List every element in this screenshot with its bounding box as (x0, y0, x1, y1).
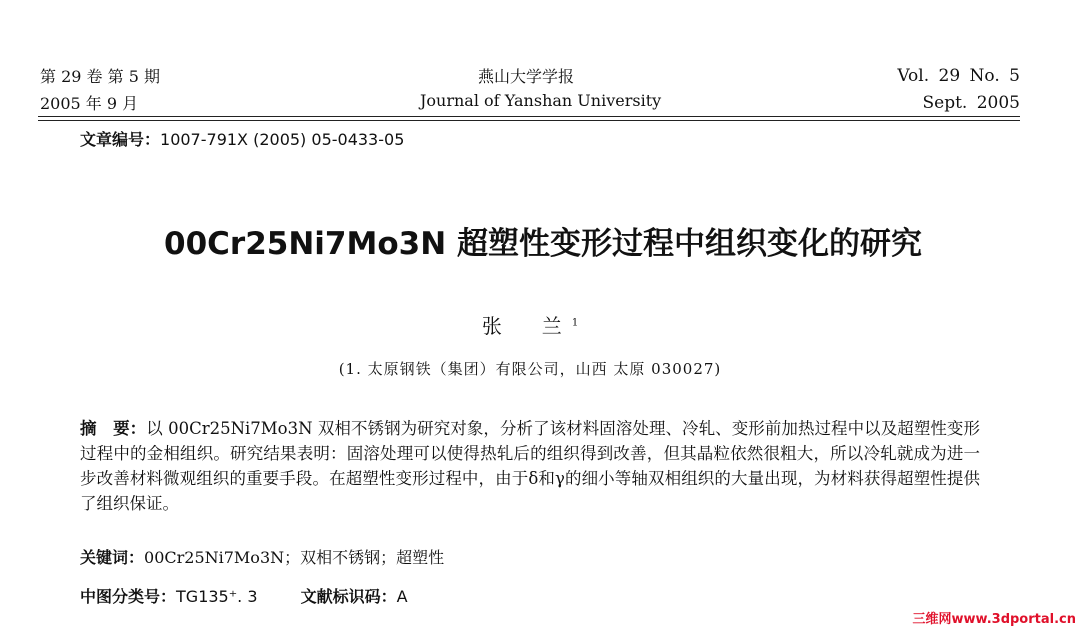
journal-volume-en: Vol. 29 No. 5 (897, 66, 1020, 86)
keywords-text: 00Cr25Ni7Mo3N；双相不锈钢；超塑性 (144, 548, 445, 567)
header-rule-top (38, 116, 1020, 117)
article-number (80, 127, 404, 150)
header-rule-bottom (38, 120, 1020, 121)
journal-volume-issue: 第 29 卷 第 5 期 (40, 67, 160, 86)
document-code-value: A (396, 587, 408, 606)
author-affiliation-mark: 1 (571, 317, 579, 329)
abstract (80, 416, 980, 516)
author-affiliation: (1. 太原钢铁（集团）有限公司，山西 太原 030027) (338, 360, 722, 378)
site-watermark: 三维网www.3dportal.cn (912, 612, 1076, 627)
abstract-label: 摘 要： (80, 419, 147, 438)
journal-date-en: Sept. 2005 (922, 93, 1020, 113)
classification-label: 中图分类号： (80, 587, 177, 606)
classification-value: TG135⁺. 3 (176, 587, 258, 606)
classification (80, 584, 408, 607)
article-number-label: 文章编号： (80, 130, 161, 149)
document-code-label: 文献标识码： (300, 587, 397, 606)
keywords (80, 545, 444, 568)
author (0, 310, 1060, 339)
author-name: 张 兰 (481, 314, 572, 338)
abstract-text: 以 00Cr25Ni7Mo3N 双相不锈钢为研究对象，分析了该材料固溶处理、冷轧、变形前加热过程中以及超塑性变形过程中的金相组织。研究结果表明：固溶处理可以使得热轧后的组织得到改善，但其晶粒依然很粗大，所以冷轧就成为进一步改善材料微观组织的重要手段。在超塑性变形过程中，由于δ和γ的细小等轴双相组织的大量出现，为材料获得超塑性提供了组织保证。 (80, 419, 980, 513)
article-number-value: 1007-791X (2005) 05-0433-05 (160, 130, 405, 149)
paper-title: 00Cr25Ni7Mo3N 超塑性变形过程中组织变化的研究 (164, 226, 922, 262)
journal-name-en: Journal of Yanshan University (420, 91, 662, 110)
journal-name-cn: 燕山大学学报 (478, 67, 575, 86)
journal-date-cn: 2005 年 9 月 (40, 94, 139, 113)
keywords-label: 关键词： (80, 548, 145, 567)
